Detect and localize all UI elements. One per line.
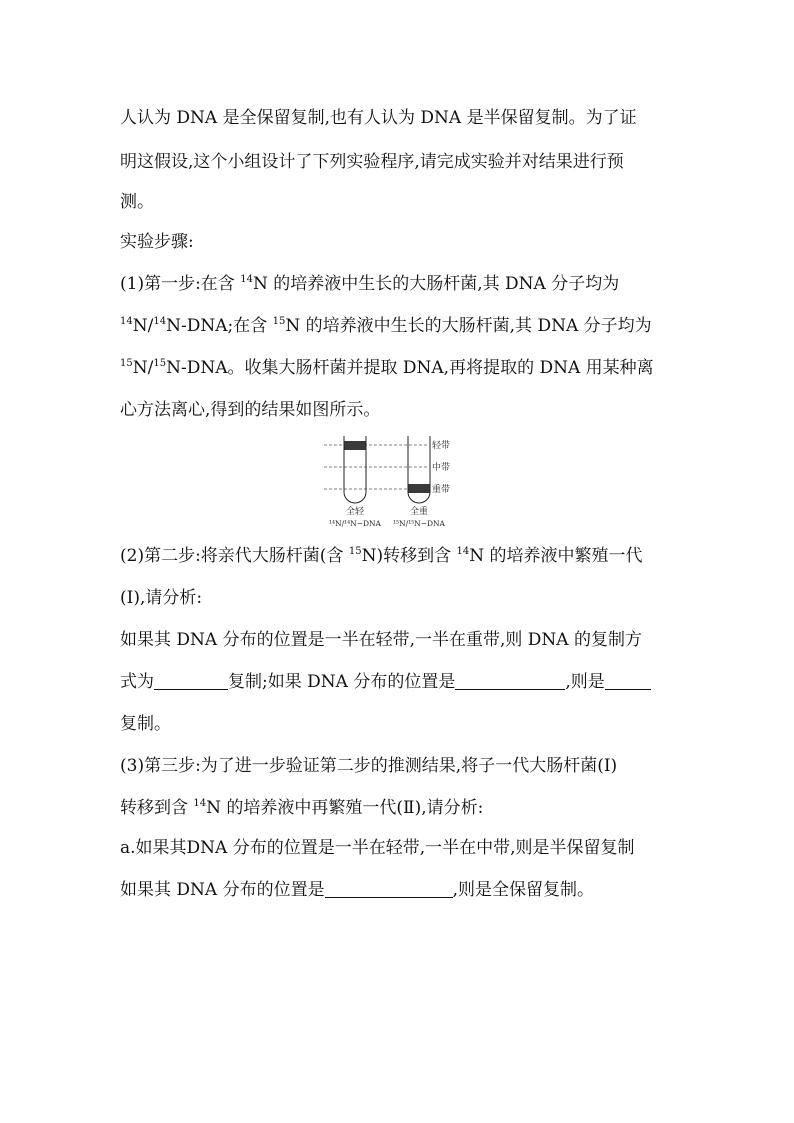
text-line-3	[120, 190, 154, 214]
superscript: 15	[120, 358, 133, 369]
superscript: 14	[153, 316, 167, 327]
step-2-line-1	[120, 544, 643, 568]
centrifuge-diagram	[318, 434, 478, 530]
heavy-dna-band	[409, 484, 430, 493]
answer-blank-4[interactable]	[325, 879, 453, 898]
superscript: 15	[348, 546, 362, 557]
text: (1)第一步:在含	[120, 274, 241, 294]
text-line-1	[120, 106, 637, 130]
superscript: 15	[272, 316, 286, 327]
superscript: 14	[456, 546, 470, 557]
label-light-band: 轻带	[432, 441, 451, 451]
text: a.如果其DNA 分布的位置是一半在轻带,一半在中带,则是半保留复制	[120, 838, 635, 858]
text: ,则是全保留复制。	[452, 880, 594, 900]
text: 测。	[120, 192, 154, 212]
text: N 的培养液中生长的大肠杆菌,其 DNA 分子均为	[252, 274, 620, 294]
text: N 的培养液中繁殖一代	[469, 546, 643, 566]
text: 复制。	[120, 714, 171, 734]
superscript: 15	[153, 358, 167, 369]
text: N 的培养液中再繁殖一代(Ⅱ),请分析:	[206, 798, 484, 818]
text: 人认为 DNA 是全保留复制,也有人认为 DNA 是半保留复制。为了证	[120, 108, 637, 128]
text: 实验步骤:	[120, 232, 194, 252]
text: (Ⅰ),请分析:	[120, 588, 203, 608]
step-1-line-3	[120, 356, 654, 380]
tube-left-caption: 全轻	[345, 507, 365, 517]
text: 如果其 DNA 分布的位置是	[120, 880, 325, 900]
text: ,则是	[565, 672, 605, 692]
answer-blank-2[interactable]	[455, 671, 565, 690]
text: N-DNA;在含	[166, 316, 273, 336]
text: 式为	[120, 672, 154, 692]
superscript: 14	[120, 316, 133, 327]
answer-blank-3[interactable]	[605, 671, 651, 690]
step-3-line-4	[120, 878, 594, 902]
text: N 的培养液中生长的大肠杆菌,其 DNA 分子均为	[285, 316, 652, 336]
section-heading-steps	[120, 230, 194, 254]
step-1-line-2	[120, 314, 652, 338]
text: 心方法离心,得到的结果如图所示。	[120, 400, 381, 420]
centrifuge-figure	[318, 434, 478, 530]
label-middle-band: 中带	[432, 463, 451, 473]
superscript: 14	[240, 274, 253, 285]
superscript: 14	[193, 798, 207, 809]
step-3-line-3	[120, 836, 635, 860]
light-dna-band	[345, 441, 366, 450]
text: N/	[132, 358, 154, 378]
text: N/	[132, 316, 154, 336]
text: 明这假设,这个小组设计了下列实验程序,请完成实验并对结果进行预	[120, 152, 624, 172]
tube-right-caption: 全重	[409, 507, 429, 517]
text-line-2	[120, 150, 624, 174]
tube-right-sublabel: ¹⁵N/¹⁵N−DNA	[393, 519, 445, 528]
step-3-line-1	[120, 754, 617, 778]
step-2-line-4	[120, 670, 651, 694]
label-heavy-band: 重带	[432, 485, 451, 495]
text: (3)第三步:为了进一步验证第二步的推测结果,将子一代大肠杆菌(Ⅰ)	[120, 756, 618, 776]
text: N-DNA。收集大肠杆菌并提取 DNA,再将提取的 DNA 用某种离	[166, 358, 654, 378]
text: 转移到含	[120, 798, 194, 818]
step-1-line-4	[120, 398, 380, 422]
step-2-line-5	[120, 712, 171, 736]
text: N)转移到含	[361, 546, 457, 566]
step-3-line-2	[120, 796, 483, 820]
step-2-line-2	[120, 586, 202, 610]
tube-left-sublabel: ¹⁴N/¹⁴N−DNA	[329, 519, 381, 528]
answer-blank-1[interactable]	[154, 671, 228, 690]
text: 如果其 DNA 分布的位置是一半在轻带,一半在重带,则 DNA 的复制方	[120, 630, 642, 650]
step-1-line-1	[120, 272, 619, 296]
text: 复制;如果 DNA 分布的位置是	[228, 672, 456, 692]
text: (2)第二步:将亲代大肠杆菌(含	[120, 546, 349, 566]
step-2-line-3	[120, 628, 642, 652]
